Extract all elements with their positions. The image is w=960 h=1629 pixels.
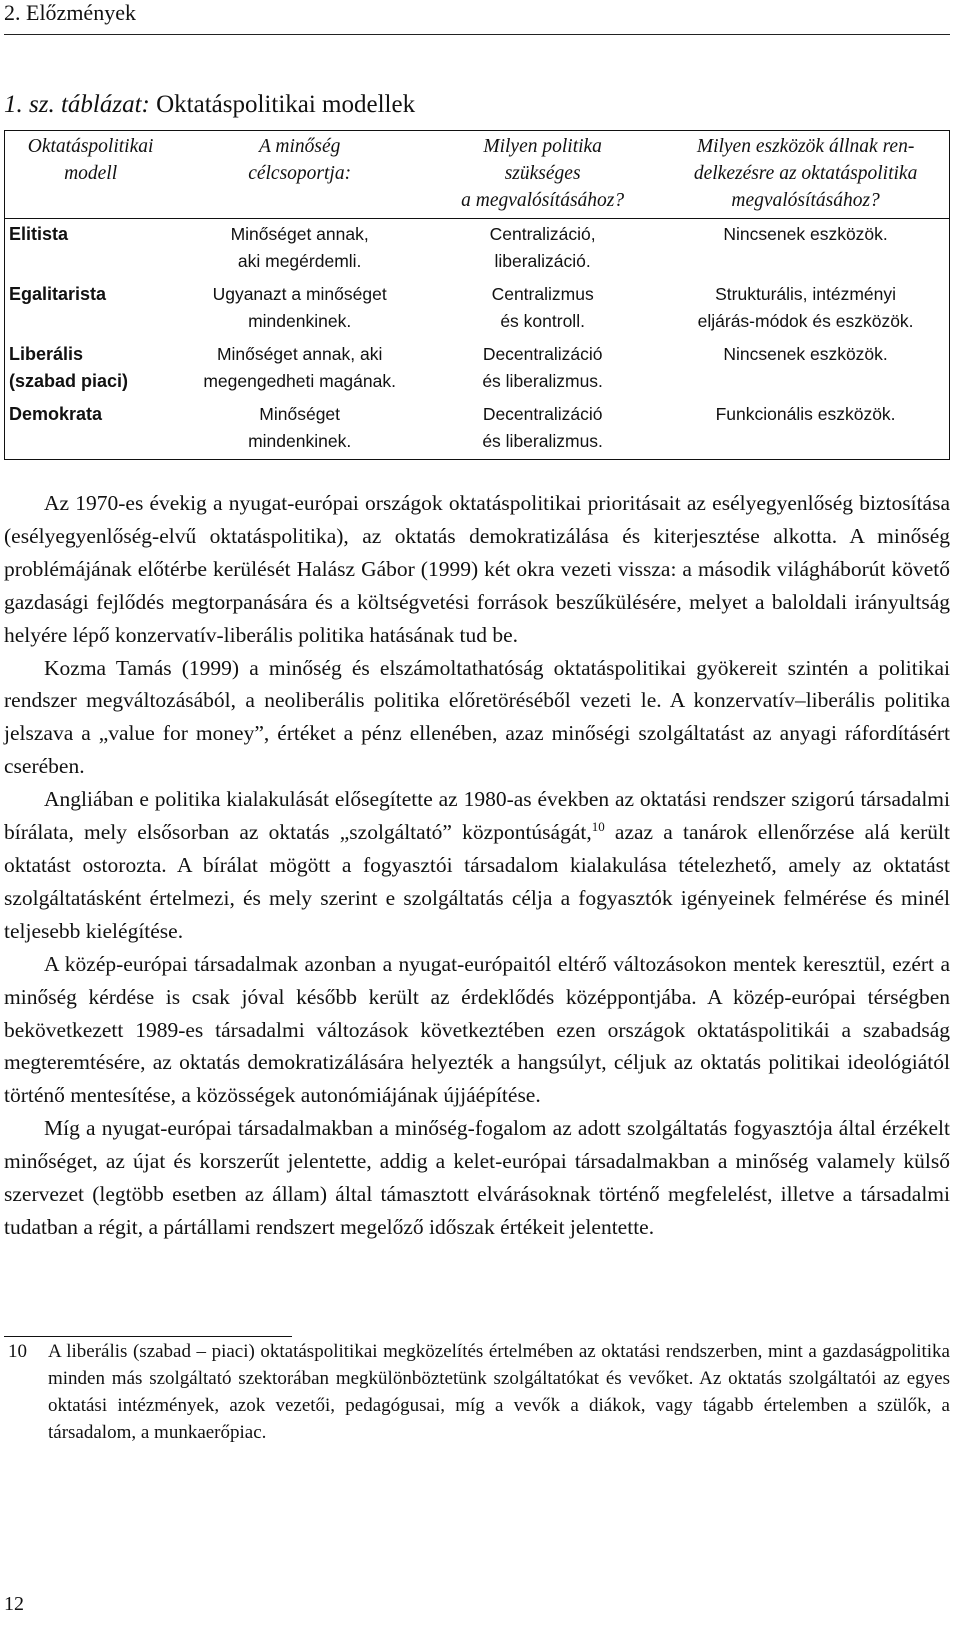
policy-cell: Centralizmus és kontroll. [491, 284, 594, 331]
paragraph: Az 1970-es évekig a nyugat-európai országok oktatáspolitikai prioritásait az esélyegyenlőség biztosítása (esélyegyenlőség-elvű oktatáspolitika), az oktatás demokratizálása és kiterjesztése alkotta. A minőség problémájának előtérbe kerülését Halász Gábor (1999) két okra vezeti vissza: a második világháborút követő gazdasági fejlődés megtorpanására és a költségvetési források beszűkülésére, melyet a baloldali irányultság helyére lépő konzervatív-liberális politika hatásának tud be. [4, 491, 950, 647]
paragraph-text: Angliában e politika kialakulását elősegítette az 1980-as években az oktatási rendszer szigorú társadalmi bírálata, mely elsősorban az oktatás „szolgáltató” központúságát, [4, 787, 950, 845]
policy-cell: Decentralizáció és liberalizmus. [482, 344, 603, 391]
body-text [4, 487, 950, 1244]
model-name: Liberális (szabad piaci) [9, 344, 129, 391]
paragraph: Míg a nyugat-európai társadalmakban a minőség-fogalom az adott szolgáltatás fogyasztója által érzékelt minőséget, az újat és korszerűt jelentette, addig a kelet-európai társadalmakban a minőség valamely külső szervezet (legtöbb esetben az állam) által támasztott elvárásoknak történő megfelelést, illetve a társadalmi tudatban a régit, a pártállami rendszert megelőző időszak értékeit jelentette. [4, 1116, 950, 1239]
tools-cell: Funkcionális eszközök. [715, 404, 896, 424]
target-group-cell: Ugyanazt a minőséget mindenkinek. [212, 284, 387, 331]
tools-cell: Nincsenek eszközök. [723, 344, 888, 364]
table-caption-title: Oktatáspolitikai modellek [156, 91, 416, 118]
table-row [5, 279, 950, 339]
education-policy-models-table [4, 130, 950, 460]
page-number: 12 [4, 1593, 24, 1615]
policy-cell: Decentralizáció és liberalizmus. [482, 404, 603, 451]
table-caption-label: 1. sz. táblázat: [4, 91, 150, 118]
paragraph: A közép-európai társadalmak azonban a nyugat-európaitól eltérő változásokon mentek keresztül, ezért a minőség kérdése is csak jóval később került az érdeklődés középpontjába. A közép-európai térségben bekövetkezett 1989-es társadalmi változások következtében ezen országok oktatáspolitikái a szabadság megteremtésére, az oktatás demokratizálására helyezték a hangsúlyt, céljuk az oktatás politikai ideológiától történő mentesítése, a közösségek autonómiájának újjáépítése. [4, 951, 950, 1108]
table-caption [4, 90, 415, 120]
model-name: Egalitarista [9, 284, 107, 304]
footnote-reference[interactable]: 10 [591, 818, 605, 834]
model-name: Elitista [9, 224, 69, 244]
header-model: Oktatáspolitikai modell [5, 131, 177, 219]
target-group-cell: Minőséget mindenkinek. [248, 404, 352, 451]
footnote [4, 1338, 950, 1446]
table-row [5, 219, 950, 280]
table-row [5, 339, 950, 399]
running-head: 2. Előzmények [4, 0, 950, 35]
header-policy: Milyen politika szükséges a megvalósításához? [423, 131, 662, 219]
table-row [5, 399, 950, 460]
policy-cell: Centralizáció, liberalizáció. [489, 224, 596, 271]
footnote-number: 10 [8, 1341, 27, 1362]
header-target-group: A minőség célcsoportja: [176, 131, 423, 219]
header-tools: Milyen eszközök állnak ren- delkezésre az oktatáspolitika megvalósításához? [662, 131, 949, 219]
footnote-divider [4, 1336, 292, 1337]
table-header-row [5, 131, 950, 219]
tools-cell: Nincsenek eszközök. [723, 224, 888, 244]
paragraph-text: azaz a tanárok ellenőrzése alá került oktatást ostorozta. A bírálat mögött a fogyasztói társadalom kialakulása tételezhető, amely az oktatást szolgáltatásként értelmezi, és mely szerint e szolgáltatás célja a fogyasztók igényeinek felmérése és minél teljesebb kielégítése. [4, 820, 950, 943]
target-group-cell: Minőséget annak, aki megérdemli. [230, 224, 369, 271]
footnote-text: A liberális (szabad – piaci) oktatáspolitikai megközelítés értelmében az oktatási rendszerben, mint a gazdaságpolitika minden más szolgáltató szektorában megkülönböztetünk szolgáltatókat és vevőket. Az oktatás szolgáltatói az egyes oktatási intézmények, azok vezetői, pedagógusai, míg a vevők a diákok, vagy tágabb értelemben a szülők, a társadalom, a munkaerőpiac. [48, 1341, 950, 1443]
paragraph: Kozma Tamás (1999) a minőség és elszámoltathatóság oktatáspolitikai gyökereit szintén a politikai rendszer megváltozásából, a neoliberális politika előretöréséből vezeti le. A konzervatív–liberális politika jelszava a „value for money”, értéket a pénz ellenében, azaz minőségi szolgáltatást az anyagi ráfordításért cserében. [4, 655, 950, 779]
target-group-cell: Minőséget annak, aki megengedheti magának. [203, 344, 396, 391]
tools-cell: Strukturális, intézményi eljárás-módok és eszközök. [697, 284, 914, 331]
model-name: Demokrata [9, 404, 103, 424]
paragraph [4, 783, 950, 948]
